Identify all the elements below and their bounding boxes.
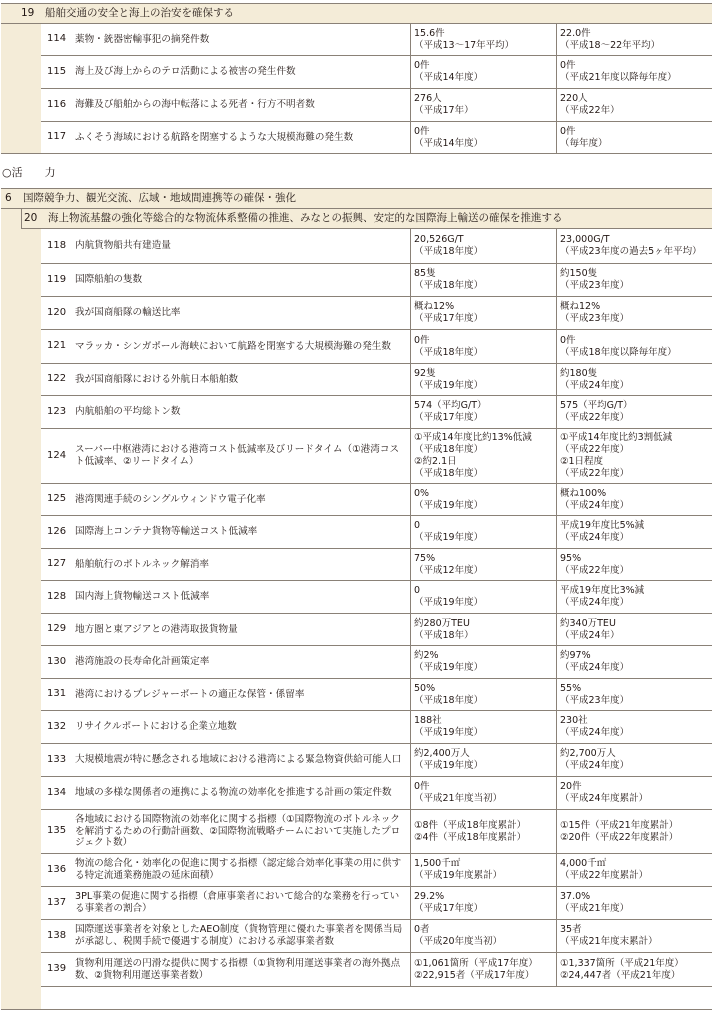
baseline-value: （平成13～17年平均）: [414, 39, 515, 51]
section-6-title: 国際競争力、観光交流、広域・地域間連携等の確保・強化: [23, 191, 296, 204]
baseline-value: ①1,061箇所（平成17年度）: [414, 957, 538, 969]
indicator-text-cell: [75, 516, 411, 548]
baseline-value-cell: [411, 854, 557, 886]
target-value: （平成18～22年平均）: [560, 39, 661, 51]
indicator-text: 内航貨物船共有建造量: [75, 240, 171, 251]
indicator-number: 122: [47, 373, 67, 385]
indicator-number: 134: [47, 786, 67, 798]
target-value: 約340万TEU: [560, 617, 616, 629]
target-value-cell: [557, 920, 712, 952]
indicator-text-cell: [75, 24, 411, 55]
indicator-text: 国際船舶の隻数: [75, 274, 143, 285]
indicator-text-cell: [75, 679, 411, 710]
target-value-cell: [557, 330, 712, 363]
target-value: （平成23年度）: [560, 694, 630, 706]
indicator-text-cell: [75, 122, 411, 153]
table-row: [41, 484, 712, 516]
group-20-number: 20: [24, 211, 38, 224]
target-value-cell: [557, 396, 712, 428]
target-value-cell: [557, 24, 712, 55]
baseline-value: （平成19年度）: [414, 379, 484, 391]
baseline-value: 574（平均G/T）: [414, 400, 487, 412]
target-value: （平成22年度）: [560, 564, 630, 576]
baseline-value: ②約2.1日: [414, 456, 457, 467]
target-value: 概ね100%: [560, 487, 607, 499]
indicator-text-cell: [75, 744, 411, 776]
table-row: [41, 744, 712, 777]
target-value-cell: [557, 854, 712, 886]
table-row: [41, 953, 712, 987]
target-value: （平成18年度以降毎年度）: [560, 346, 677, 358]
indicator-text: 我が国商船隊における外航日本船舶数: [75, 373, 239, 385]
baseline-value: 0者: [414, 924, 430, 936]
table-row: [41, 89, 712, 122]
target-value: （平成22年度）: [560, 444, 630, 456]
target-value: （平成24年度）: [560, 597, 630, 608]
indicator-text: ふくそう海域における航路を閉塞するような大規模海難の発生数: [75, 131, 354, 143]
group-19-title: 船舶交通の安全と海上の治安を確保する: [45, 6, 234, 19]
target-value-cell: [557, 264, 712, 296]
indicator-number: 115: [47, 65, 67, 77]
baseline-value: （平成17年度）: [414, 903, 484, 914]
target-value-cell: [557, 229, 712, 263]
baseline-value: （平成18年度）: [414, 444, 484, 456]
baseline-value: （平成18年度）: [414, 694, 484, 706]
indicator-text: スーパー中枢港湾における港湾コスト低減率及びリードタイム（①港湾コスト低減率、②リードタイム）: [75, 444, 400, 467]
target-value: 230社: [560, 715, 588, 727]
baseline-value-cell: [411, 810, 557, 853]
target-value-cell: [557, 777, 712, 809]
indicator-text-cell: [75, 549, 411, 580]
table-row: [41, 516, 712, 549]
baseline-value-cell: [411, 122, 557, 153]
table-row: [41, 614, 712, 646]
baseline-value: 85隻: [414, 268, 436, 280]
indicator-text: マラッカ・シンガポール海峡において航路を閉塞する大規模海難の発生数: [75, 340, 391, 352]
baseline-value: （平成19年度）: [414, 727, 484, 738]
target-value: 約2,700万人: [560, 748, 616, 760]
target-value-cell: [557, 516, 712, 548]
indicator-text: リサイクルポートにおける企業立地数: [75, 721, 237, 732]
baseline-value-cell: [411, 711, 557, 743]
table-row: [41, 122, 712, 154]
target-value: （平成24年）: [560, 629, 620, 641]
target-value: ①平成14年度比約3割低減: [560, 432, 673, 444]
table-row: [41, 56, 712, 89]
indicator-number: 118: [47, 239, 67, 251]
table-row: [41, 24, 712, 56]
baseline-value-cell: [411, 646, 557, 678]
baseline-value-cell: [411, 777, 557, 809]
target-value-cell: [557, 810, 712, 853]
baseline-value: （平成21年度当初）: [414, 793, 503, 804]
baseline-value: 約2%: [414, 650, 439, 662]
indicator-text-cell: [75, 229, 411, 263]
baseline-value: 276人: [414, 93, 442, 105]
indicator-text: 港湾施設の長寿命化計画策定率: [75, 656, 210, 667]
target-value: 4,000千㎡: [560, 858, 607, 870]
target-value-cell: [557, 887, 712, 919]
indicator-text: 港湾関連手続のシングルウィンドウ電子化率: [75, 493, 266, 505]
indicator-number: 133: [47, 753, 67, 765]
table-row: [41, 396, 712, 429]
target-value: ①1,337箇所（平成21年度）: [560, 957, 684, 969]
target-value: ②20件（平成22年度累計）: [560, 831, 679, 843]
indicator-text-cell: [75, 297, 411, 329]
indicator-text-cell: [75, 646, 411, 678]
table-row: [41, 429, 712, 484]
indicator-text: 薬物・銃器密輸事犯の摘発件数: [75, 33, 210, 45]
indicator-text: 港湾におけるプレジャーボートの適正な保管・係留率: [75, 688, 305, 700]
indicator-text-cell: [75, 887, 411, 919]
target-value: （平成22年）: [560, 105, 620, 116]
indicator-text: 地域の多様な関係者の連携による物流の効率化を推進する計画の策定件数: [75, 787, 392, 798]
baseline-value: ②22,915者（平成17年度）: [414, 969, 535, 981]
baseline-value: 29.2%: [414, 891, 445, 903]
indicator-number: 124: [47, 449, 67, 461]
target-value: （平成23年度）: [560, 280, 630, 291]
section-6-number: 6: [5, 191, 12, 204]
table-row: [41, 711, 712, 744]
group-20-table: [41, 229, 712, 1009]
target-value: （平成22年度累計）: [560, 870, 649, 881]
table-row: [41, 364, 712, 396]
baseline-value-cell: [411, 330, 557, 363]
indicator-number: 121: [47, 340, 67, 352]
baseline-value-cell: [411, 920, 557, 952]
table-row: [41, 646, 712, 679]
indicator-text-cell: [75, 264, 411, 296]
target-value-cell: [557, 646, 712, 678]
target-value-cell: [557, 614, 712, 645]
baseline-value: 75%: [414, 552, 436, 564]
indicator-text-cell: [75, 484, 411, 515]
target-value-cell: [557, 549, 712, 580]
indicator-text-cell: [75, 777, 411, 809]
baseline-value-cell: [411, 887, 557, 919]
target-value: ①15件（平成21年度累計）: [560, 819, 679, 831]
target-value: 平成19年度比3%減: [560, 585, 645, 597]
target-value-cell: [557, 711, 712, 743]
baseline-value-cell: [411, 614, 557, 645]
baseline-value: 0件: [414, 125, 430, 137]
baseline-value-cell: [411, 516, 557, 548]
indicator-text: 物流の総合化・効率化の促進に関する指標（認定総合効率化事業の用に供する特定流通業務施設の延床面積）: [75, 858, 402, 881]
target-value: 55%: [560, 682, 582, 694]
indicator-number: 129: [47, 623, 67, 635]
target-value: 37.0%: [560, 891, 591, 903]
baseline-value: 188社: [414, 715, 442, 727]
baseline-value: 0: [414, 585, 421, 597]
baseline-value: 0件: [414, 334, 430, 346]
indicator-text: 船舶航行のボトルネック解消率: [75, 558, 210, 570]
baseline-value: 0件: [414, 60, 430, 72]
target-value: （平成23年度の過去5ヶ年平均）: [560, 246, 702, 257]
indicator-text-cell: [75, 854, 411, 886]
baseline-value: （平成17年）: [414, 105, 474, 116]
target-value: 20件: [560, 781, 582, 793]
baseline-value-cell: [411, 364, 557, 395]
indicator-number: 117: [47, 131, 67, 143]
section-6-box: [1, 188, 712, 1010]
target-value-cell: [557, 364, 712, 395]
table-row: [41, 854, 712, 887]
table-row: [41, 229, 712, 264]
indicator-number: 128: [47, 590, 67, 602]
indicator-number: 136: [47, 863, 67, 875]
target-value: （平成24年度累計）: [560, 793, 649, 804]
baseline-value: （平成17年度）: [414, 313, 484, 324]
baseline-value: （平成18年度）: [414, 467, 484, 479]
section-6-header: [1, 189, 712, 209]
table-row: [41, 679, 712, 711]
indicator-text-cell: [75, 614, 411, 645]
target-value: 23,000G/T: [560, 234, 610, 246]
target-value: 0件: [560, 334, 576, 346]
baseline-value: （平成14年度）: [414, 137, 484, 149]
baseline-value: （平成14年度）: [414, 72, 484, 83]
baseline-value-cell: [411, 679, 557, 710]
baseline-value-cell: [411, 89, 557, 121]
baseline-value: ①8件（平成18年度累計）: [414, 819, 527, 831]
baseline-value: 1,500千㎡: [414, 858, 461, 870]
indicator-number: 138: [47, 929, 67, 941]
baseline-value-cell: [411, 297, 557, 329]
indicator-number: 119: [47, 273, 67, 285]
baseline-value-cell: [411, 229, 557, 263]
baseline-value: 20,526G/T: [414, 234, 464, 246]
target-value: （毎年度）: [560, 137, 608, 149]
target-value: （平成21年度）: [560, 903, 630, 914]
target-value: 0件: [560, 125, 576, 137]
group-19-table: [41, 24, 712, 153]
indicator-text: 国内海上貨物輸送コスト低減率: [75, 591, 210, 602]
target-value: （平成24年度）: [560, 760, 630, 771]
baseline-value-cell: [411, 581, 557, 613]
table-row: [41, 297, 712, 330]
baseline-value-cell: [411, 396, 557, 428]
baseline-value: 約280万TEU: [414, 617, 470, 629]
table-row: [41, 887, 712, 920]
baseline-value-cell: [411, 744, 557, 776]
baseline-value: （平成19年度）: [414, 499, 484, 511]
group-19-box: [1, 3, 712, 154]
indicator-text: 大規模地震が特に懸念される地域における港湾による緊急物資供給可能人口: [75, 754, 402, 765]
indicator-text-cell: [75, 953, 411, 986]
indicator-text: 海上及び海上からのテロ活動による被害の発生件数: [75, 66, 296, 77]
indicator-text: 内航船舶の平均総トン数: [75, 406, 181, 417]
indicator-text-cell: [75, 920, 411, 952]
target-value: 575（平均G/T）: [560, 400, 633, 412]
indicator-number: 135: [47, 825, 67, 837]
baseline-value: ②4件（平成18年度累計）: [414, 831, 527, 843]
target-value: 約180隻: [560, 367, 598, 379]
table-row: [41, 330, 712, 364]
baseline-value: （平成19年度）: [414, 760, 484, 771]
indicator-text-cell: [75, 711, 411, 743]
baseline-value-cell: [411, 56, 557, 88]
indicator-text-cell: [75, 330, 411, 363]
baseline-value-cell: [411, 484, 557, 515]
indicator-text-cell: [75, 364, 411, 395]
baseline-value: （平成18年度）: [414, 246, 484, 257]
baseline-value: 0件: [414, 781, 430, 793]
group-20-title: 海上物流基盤の強化等総合的な物流体系整備の推進、みなとの振興、安定的な国際海上輸送の確保を推進する: [48, 211, 563, 224]
indicator-text: 海難及び船舶からの海中転落による死者・行方不明者数: [75, 99, 315, 110]
target-value: 22.0件: [560, 27, 591, 39]
target-value: 0件: [560, 60, 576, 72]
vitality-heading: ○活 力: [2, 166, 56, 179]
target-value: 約97%: [560, 650, 591, 662]
baseline-value: （平成19年度）: [414, 662, 484, 673]
indicator-number: 120: [47, 306, 67, 318]
target-value: （平成22年度）: [560, 467, 630, 479]
table-row: [41, 549, 712, 581]
indicator-text-cell: [75, 581, 411, 613]
target-value: （平成22年度）: [560, 412, 630, 423]
target-value: ②1日程度: [560, 456, 604, 467]
baseline-value-cell: [411, 264, 557, 296]
indicator-number: 127: [47, 558, 67, 570]
indicator-text-cell: [75, 89, 411, 121]
target-value-cell: [557, 679, 712, 710]
target-value: （平成24年度）: [560, 727, 630, 738]
baseline-value: （平成19年度累計）: [414, 870, 503, 881]
indicator-text: 地方圏と東アジアとの港湾取扱貨物量: [75, 623, 238, 635]
baseline-value: （平成19年度）: [414, 597, 484, 608]
baseline-value: 約2,400万人: [414, 748, 470, 760]
indicator-text: 貨物利用運送の円滑な提供に関する指標（①貨物利用運送事業者の海外拠点数、②貨物利用運送事業者数）: [75, 957, 401, 981]
target-value: （平成24年度）: [560, 662, 630, 673]
indicator-number: 131: [47, 688, 67, 700]
indicator-text-cell: [75, 429, 411, 483]
target-value-cell: [557, 297, 712, 329]
baseline-value: ①平成14年度比約13%低減: [414, 432, 532, 444]
baseline-value: 50%: [414, 682, 436, 694]
table-row: [41, 777, 712, 810]
indicator-text-cell: [75, 396, 411, 428]
baseline-value-cell: [411, 549, 557, 580]
target-value: 220人: [560, 93, 588, 105]
indicator-text-cell: [75, 56, 411, 88]
indicator-number: 123: [47, 405, 67, 417]
baseline-value: （平成18年度）: [414, 280, 484, 291]
indicator-number: 126: [47, 525, 67, 537]
indicator-number: 114: [47, 33, 67, 45]
table-row: [41, 581, 712, 614]
baseline-value: （平成18年）: [414, 629, 474, 641]
baseline-value: （平成12年度）: [414, 564, 484, 576]
indicator-text: 国際運送事業者を対象としたAEO制度（貨物管理に優れた事業者を関係当局が承認し、税関手続で優遇する制度）における承認事業者数: [75, 924, 403, 947]
target-value: 平成19年度比5%減: [560, 520, 645, 532]
indicator-number: 116: [47, 98, 67, 110]
table-row: [41, 920, 712, 953]
baseline-value: 概ね12%: [414, 301, 455, 313]
group-19-number: 19: [21, 6, 35, 19]
baseline-value: 0%: [414, 487, 430, 499]
target-value-cell: [557, 953, 712, 986]
baseline-value: （平成18年度）: [414, 346, 484, 358]
baseline-value: （平成17年度）: [414, 412, 484, 423]
target-value-cell: [557, 429, 712, 483]
target-value: （平成21年度末累計）: [560, 936, 658, 947]
target-value-cell: [557, 581, 712, 613]
group-19-header: [1, 4, 712, 24]
target-value: 概ね12%: [560, 301, 601, 313]
group-20-header: [21, 209, 712, 229]
indicator-number: 137: [47, 896, 67, 908]
baseline-value-cell: [411, 953, 557, 986]
target-value: 95%: [560, 552, 582, 564]
baseline-value-cell: [411, 429, 557, 483]
indicator-text-cell: [75, 810, 411, 853]
target-value: （平成24年度）: [560, 379, 630, 391]
target-value-cell: [557, 484, 712, 515]
target-value-cell: [557, 56, 712, 88]
indicator-text: 各地域における国際物流の効率化に関する指標（①国際物流のボトルネックを解消するための行動計画数、②国際物流戦略チームにおいて実施したプロジェクト数）: [75, 813, 401, 849]
baseline-value: 92隻: [414, 367, 436, 379]
indicator-text: 我が国商船隊の輸送比率: [75, 307, 181, 318]
target-value: （平成24年度）: [560, 532, 630, 543]
target-value: 約150隻: [560, 268, 598, 280]
baseline-value: （平成19年度）: [414, 532, 484, 543]
baseline-value: 15.6件: [414, 27, 445, 39]
target-value: （平成24年度）: [560, 499, 630, 511]
indicator-text: 3PL事業の促進に関する指標（倉庫事業者において総合的な業務を行っている事業者の割合）: [75, 891, 400, 914]
indicator-text: 国際海上コンテナ貨物等輸送コスト低減率: [75, 526, 258, 537]
indicator-number: 139: [47, 963, 67, 975]
table-row: [41, 264, 712, 297]
indicator-number: 125: [47, 493, 67, 505]
baseline-value-cell: [411, 24, 557, 55]
target-value-cell: [557, 744, 712, 776]
target-value: ②24,447者（平成21年度）: [560, 969, 681, 981]
indicator-number: 130: [47, 655, 67, 667]
target-value: （平成21年度以降毎年度）: [560, 72, 677, 83]
baseline-value: 0: [414, 520, 421, 532]
table-row: [41, 810, 712, 854]
target-value-cell: [557, 122, 712, 153]
baseline-value: （平成20年度当初）: [414, 936, 503, 947]
target-value: 35者: [560, 924, 582, 936]
indicator-number: 132: [47, 720, 67, 732]
target-value-cell: [557, 89, 712, 121]
target-value: （平成23年度）: [560, 313, 630, 324]
